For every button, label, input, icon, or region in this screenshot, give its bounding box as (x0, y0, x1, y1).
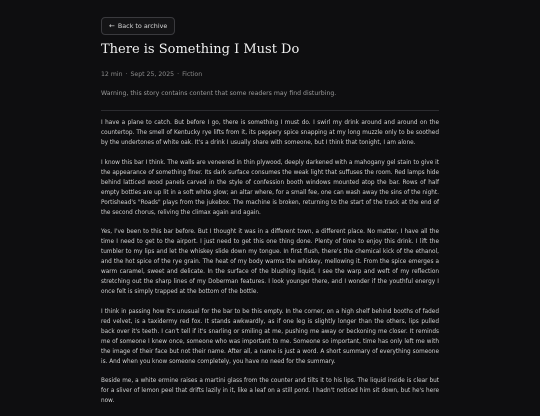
story-body (101, 118, 439, 416)
back-button-label: Back to archive (117, 21, 168, 30)
meta-separator: · (125, 71, 128, 78)
divider (101, 110, 439, 111)
story-paragraph: I know this bar I think. The walls are veneered in thin plywood, deeply darkened with a mahogany gel stain to give it the appearance of something finer. Its dark surface consumes the weak light that suffuses the room. Red lamps hide behind latticed wood panels carved in the style of confession booth windows mounted atop the bar. Rows of half empty bottles are up lit in a soft white glow; an altar where, for a small fee, one can wash away the sins of the night. Portishead's "Roads" plays from the jukebox. The machine is broken, returning to the start of the track at the end of the second chorus, reliving the climax again and again. (101, 159, 439, 216)
back-to-archive-button[interactable] (101, 17, 175, 35)
read-time: 12 min (101, 71, 123, 78)
story-paragraph: Beside me, a white ermine raises a martini glass from the counter and tilts it to his lips. The liquid inside is clear but for a sliver of lemon peel that drifts lazily in it, like a leaf on a still pond. I hadn't noticed him sit down, but he's here now. (101, 378, 439, 404)
story-paragraph: I think in passing how it's unusual for the bar to be this empty. In the corner, on a high shelf behind booths of faded red velvet, is a taxidermy red fox. It stands awkwardly, as if one leg is slightly longer than the others, lips pulled back over it's teeth. I can't tell if it's snarling or smiling at me, pushing me away or beckoning me closer. It reminds me of someone I knew once, someone who was important to me. Someone so important, time has only left me with the image of their face but not their name. After all, a name is just a word. A short summary of everything someone is. And when you know someone completely, you have no need for the summary. (101, 308, 439, 365)
story-paragraph: Yes, I've been to this bar before. But I thought it was in a different town, a different place. No matter, I have all the time I need to get to the airport. I just need to get this one thing done. Plenty of time to enjoy this drink. I lift the tumbler to my lips and let the whiskey slide down my tongue. In first flush, there's the chemical kick of the ethanol, and the hot spice of the rye grain. The heat of my body warms the whiskey, mellowing it. From the spice emerges a warm caramel, sweet and delicate. In the surface of the blushing liquid, I see the warp and weft of my reflection stretching out the sharp lines of my Doberman features. I look younger there, and I wonder if the youthful energy I once felt is simply trapped at the bottom of the bottle. (101, 229, 439, 295)
category-link[interactable]: Fiction (182, 71, 203, 78)
article-meta (101, 71, 202, 78)
article-title: There is Something I Must Do (101, 42, 300, 57)
story-paragraph: I have a plane to catch. But before I go, there is something I must do. I swirl my drink around and around on the countertop. The smell of Kentucky rye lifts from it, its peppery spice snapping at my long muzzle only to be soothed by the undertones of white oak. It's a drink I usually share with someone, but I think that tonight, I am alone. (101, 120, 439, 146)
content-warning: Warning, this story contains content that some readers may find disturbing. (101, 90, 337, 97)
meta-separator: · (177, 71, 180, 78)
publish-date: Sept 25, 2025 (130, 71, 175, 78)
arrow-left-icon: ← (109, 21, 115, 30)
